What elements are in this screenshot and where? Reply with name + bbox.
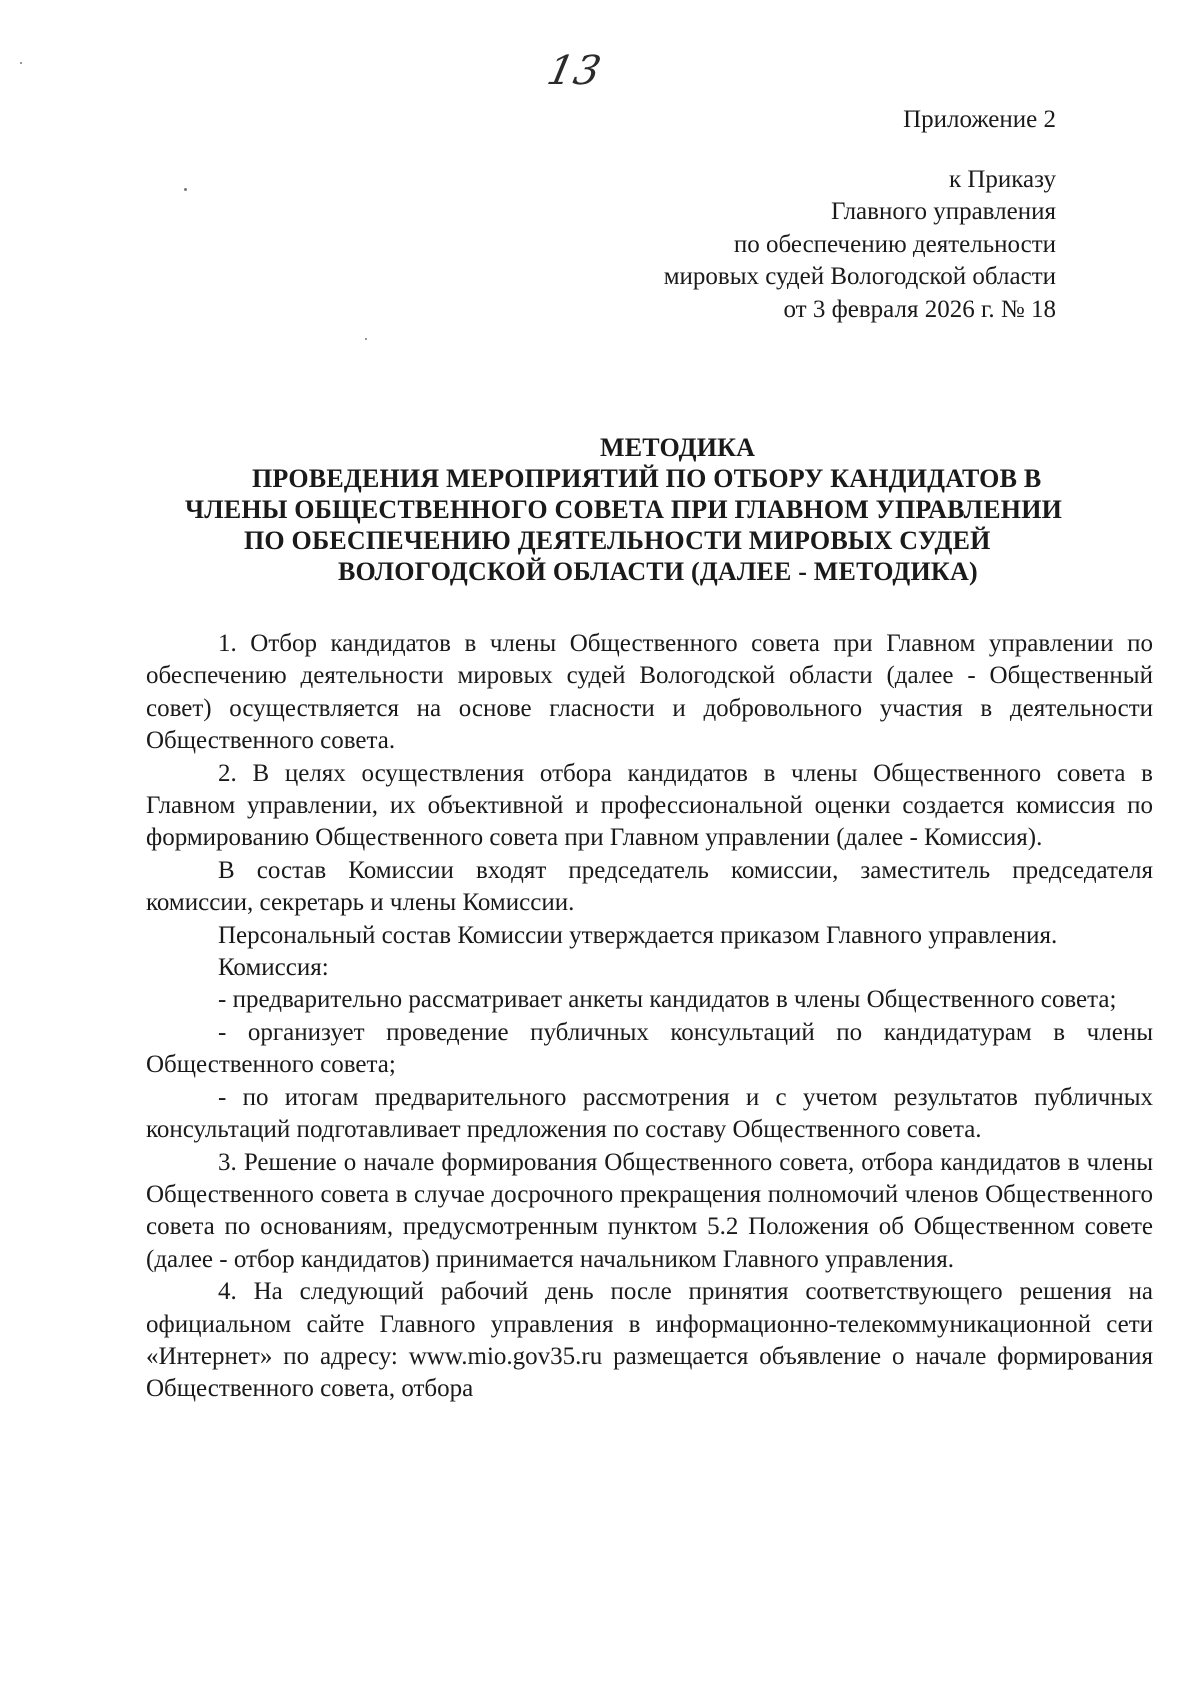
order-reference-line: по обеспечению деятельности: [733, 230, 1056, 258]
order-reference-line: Главного управления: [831, 198, 1056, 225]
scan-speck: [20, 62, 22, 64]
order-reference-line: к Приказу: [948, 165, 1056, 193]
paragraph: В состав Комиссии входят председатель комиссии, заместитель председателя комиссии, секретарь и члены Комиссии.: [146, 856, 1153, 917]
scan-speck: [184, 188, 187, 191]
paragraph: 1. Отбор кандидатов в члены Общественного совета при Главном управлении по обеспечению деятельности мировых судей Вологодской области (далее - Общественный совет) осуществляется на основе гласности и добровольного участия в деятельности Общественного совета.: [146, 630, 1153, 755]
paragraph: Комиссия:: [218, 954, 329, 982]
document-body: [146, 628, 1153, 1406]
title-line: ЧЛЕНЫ ОБЩЕСТВЕННОГО СОВЕТА ПРИ ГЛАВНОМ УПРАВЛЕНИИ: [185, 495, 1063, 524]
appendix-header: [456, 104, 1056, 326]
title-line: ПРОВЕДЕНИЯ МЕРОПРИЯТИЙ ПО ОТБОРУ КАНДИДАТОВ В: [252, 464, 1042, 493]
order-reference-line: от 3 февраля 2026 г. № 18: [783, 295, 1056, 323]
paragraph: 4. На следующий рабочий день после принятия соответствующего решения на официальном сайте Главного управления в информационно-телекоммуникационной сети «Интернет» по адресу: www.mio.gov35.ru размещается объявление о начале формирования Общественного совета, отбора: [146, 1278, 1153, 1403]
title-line: МЕТОДИКА: [600, 433, 756, 462]
handwritten-page-number: 13: [543, 48, 606, 94]
title-line: ВОЛОГОДСКОЙ ОБЛАСТИ (ДАЛЕЕ - МЕТОДИКА): [338, 557, 978, 586]
paragraph: 3. Решение о начале формирования Общественного совета, отбора кандидатов в члены Общественного совета в случае досрочного прекращения полномочий членов Общественного совета по основаниям, предусмотренным пунктом 5.2 Положения об Общественном совете (далее - отбор кандидатов) принимается начальником Главного управления.: [146, 1148, 1153, 1273]
title-line: ПО ОБЕСПЕЧЕНИЮ ДЕЯТЕЛЬНОСТИ МИРОВЫХ СУДЕЙ: [244, 526, 991, 555]
paragraph: 2. В целях осуществления отбора кандидатов в члены Общественного совета в Главном управлении, их объективной и профессиональной оценки создается комиссия по формированию Общественного совета при Главном управлении (далее - Комиссия).: [146, 759, 1153, 852]
document-title: [150, 432, 1150, 587]
scan-speck: [365, 338, 367, 340]
order-reference-line: мировых судей Вологодской области: [663, 263, 1056, 290]
paragraph: - по итогам предварительного рассмотрения и с учетом результатов публичных консультаций подготавливает предложения по составу Общественного совета.: [146, 1083, 1153, 1144]
paragraph: Персональный состав Комиссии утверждается приказом Главного управления.: [218, 921, 1058, 949]
paragraph: - организует проведение публичных консультаций по кандидатурам в члены Общественного совета;: [146, 1018, 1153, 1079]
paragraph: - предварительно рассматривает анкеты кандидатов в члены Общественного совета;: [218, 986, 1117, 1014]
appendix-label: Приложение 2: [903, 106, 1056, 133]
